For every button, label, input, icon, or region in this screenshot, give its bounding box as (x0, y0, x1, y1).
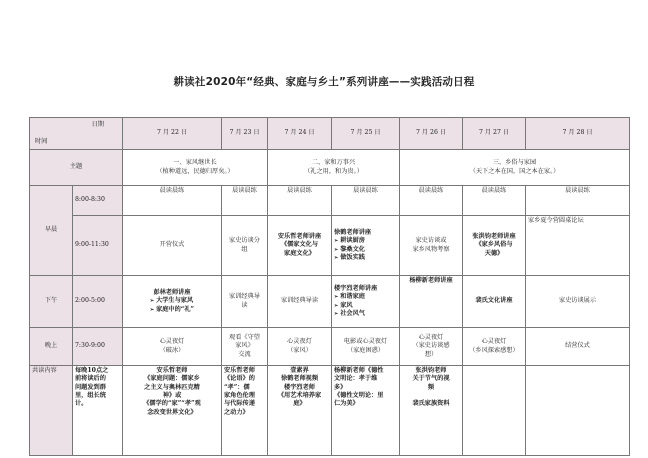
list-item: ➢ 家风 (334, 302, 397, 310)
period-label-afternoon: 下午 (30, 276, 73, 328)
reading-cell: 杨柳新老师《德性 文明论：孝于维 多》 《德性文明论：里 仁为美》 (332, 366, 400, 456)
schedule-cell: 彭林老师讲座 ➢ 大学生与家风 ➢ 家庭中的“礼” (123, 276, 222, 328)
morning-row-2 (30, 216, 630, 276)
schedule-table (29, 117, 630, 456)
theme-cell: 二、家和万事兴 （礼之用，和为贵。） (268, 150, 400, 186)
reading-cell: 张洪钧老师 关于节气的视 频 裴氏家族资料 (400, 366, 463, 456)
theme-label: 主题 (30, 150, 123, 186)
reading-cell: 安乐哲老师 《论语》的 “孝”：儒 家角色伦理 与代际传递 之动力》 (222, 366, 268, 456)
schedule-cell: 家史访谈或 家乡风物考察 (400, 216, 463, 276)
theme-cell: 一、家风继世长 （植种道远，民德归厚矣。） (123, 150, 268, 186)
schedule-cell: 电影或心灵夜灯 （家庭困惑） (332, 328, 400, 366)
schedule-cell: 家史访谈展示 (526, 276, 630, 328)
schedule-cell: 晨读晨练 (268, 186, 332, 216)
reading-cell-empty (463, 366, 526, 456)
schedule-cell: 晨读晨练 (222, 186, 268, 216)
period-label-reading: 共读内容 (30, 366, 73, 456)
reading-row (30, 366, 630, 456)
reading-cell: 安乐哲老师 《家庭问题：儒家乡 之主义与奥林匹克精 神》或 《儒学的“家”“孝”观 念改变世界文化》 (123, 366, 222, 456)
bullet-list (150, 297, 194, 314)
evening-row (30, 328, 630, 366)
schedule-cell: 心灵夜灯 （乡风探索感想） (463, 328, 526, 366)
schedule-cell: 心灵夜灯 （家史访谈感 想） (400, 328, 463, 366)
afternoon-row (30, 276, 630, 328)
schedule-cell: 楼宇烈老师讲座 ➢ 和谐家庭 ➢ 家风 ➢ 社会风气 (332, 276, 400, 328)
schedule-cell: 徐鹤老师讲座 ➢ 耕读厨房 ➢ 黎桑文化 ➢ 做饭实践 (332, 216, 400, 276)
schedule-cell: 结营仪式 (526, 328, 630, 366)
schedule-cell: 裴氏文化讲座 (463, 276, 526, 328)
schedule-cell: 晨读晨练 (526, 186, 630, 216)
header-row (30, 118, 630, 150)
schedule-cell: 张洪钧老师讲座 《家乡风俗与 天德》 (463, 216, 526, 276)
reading-note: 每晚10点之 前将读后的 问题发到群 里，组长统 计。 (73, 366, 123, 456)
date-header: 7 月 28 日 (526, 118, 630, 150)
list-item: ➢ 社会风气 (334, 310, 397, 318)
list-item: ➢ 大学生与家风 (150, 297, 194, 305)
schedule-cell: 安乐哲老师讲座 《儒家文化与 家庭文化》 (268, 216, 332, 276)
date-header-label: 日期 (91, 121, 104, 128)
time-header-label: 时间 (35, 137, 48, 145)
theme-cell: 三、乡俗与家园 （天下之本在国，国之本在家。） (400, 150, 630, 186)
schedule-cell: 晨读晨练 (332, 186, 400, 216)
schedule-cell: 杨柳新老师讲座 (400, 276, 463, 328)
schedule-cell: 观看《守望 家风》 交流 (222, 328, 268, 366)
list-item: ➢ 做饭实践 (334, 254, 397, 262)
schedule-cell: 家乡夏令营圆桌论坛 (526, 216, 630, 276)
bullet-list (334, 293, 397, 318)
theme-row (30, 150, 630, 186)
reading-cell: 壹素界 徐鹤老师视频 楼宇烈老师 《用艺术培养家 庭》 (268, 366, 332, 456)
schedule-cell: 心灵夜灯 （破冰） (123, 328, 222, 366)
time-slot: 9:00-11:30 (73, 216, 123, 276)
corner-cell (30, 118, 123, 150)
schedule-cell: 晨读晨练 (463, 186, 526, 216)
period-label-morning: 早晨 (30, 186, 73, 276)
bullet-list (334, 237, 397, 262)
date-header: 7 月 25 日 (332, 118, 400, 150)
reading-cell-empty (526, 366, 630, 456)
time-slot: 8:00-8:30 (73, 186, 123, 216)
date-header: 7 月 24 日 (268, 118, 332, 150)
list-item: ➢ 和谐家庭 (334, 293, 397, 301)
list-item: ➢ 黎桑文化 (334, 246, 397, 254)
date-header: 7 月 26 日 (400, 118, 463, 150)
time-slot: 2:00-5:00 (73, 276, 123, 328)
schedule-cell: 家训经典导 读 (222, 276, 268, 328)
morning-row-1 (30, 186, 630, 216)
schedule-cell: 晨读晨练 (400, 186, 463, 216)
date-header: 7 月 22 日 (123, 118, 222, 150)
schedule-cell: 心灵夜灯 （家风） (268, 328, 332, 366)
schedule-cell: 家训经典导读 (268, 276, 332, 328)
time-slot: 7:30-9:00 (73, 328, 123, 366)
schedule-cell: 开营仪式 (123, 216, 222, 276)
page-title: 耕读社2020年“经典、家庭与乡土”系列讲座——实践活动日程 (173, 76, 475, 88)
schedule-cell: 晨读晨练 (123, 186, 222, 216)
date-header: 7 月 23 日 (222, 118, 268, 150)
list-item: ➢ 家庭中的“礼” (150, 306, 194, 314)
period-label-evening: 晚上 (30, 328, 73, 366)
schedule-cell: 家史访谈分 组 (222, 216, 268, 276)
date-header: 7 月 27 日 (463, 118, 526, 150)
list-item: ➢ 耕读厨房 (334, 237, 397, 245)
